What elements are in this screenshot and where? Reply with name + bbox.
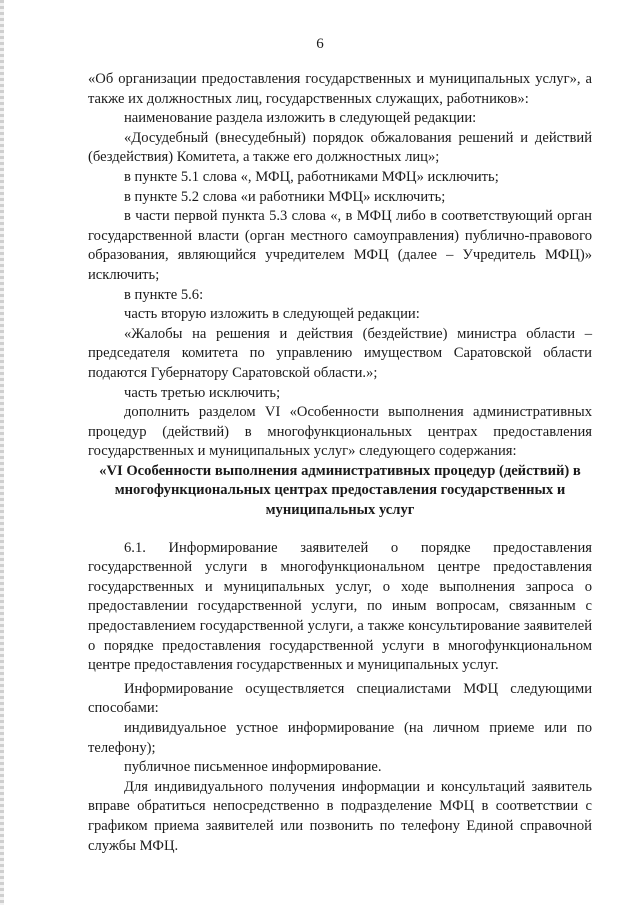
paragraph: часть вторую изложить в следующей редакции: bbox=[124, 306, 420, 323]
paragraph: Информирование осуществляется специалистами МФЦ следующими способами: bbox=[88, 680, 592, 717]
page-number: 6 bbox=[316, 36, 324, 52]
section-heading: «VI Особенности выполнения административных процедур (действий) в многофункциональных центрах предоставления государственных и муниципальных услуг bbox=[99, 462, 581, 519]
paragraph: наименование раздела изложить в следующей редакции: bbox=[124, 110, 477, 127]
paragraph: в пункте 5.6: bbox=[124, 286, 204, 303]
paragraph: публичное письменное информирование. bbox=[124, 759, 382, 776]
scan-edge bbox=[0, 0, 4, 905]
paragraph: Для индивидуального получения информации и консультаций заявитель вправе обратиться непосредственно в подразделение МФЦ в соответствии с графиком приема заявителей или позвонить по телефону Единой справочной службы МФЦ. bbox=[88, 778, 592, 854]
document-body bbox=[88, 70, 592, 856]
paragraph: часть третью исключить; bbox=[124, 384, 281, 401]
paragraph: «Об организации предоставления государственных и муниципальных услуг», а также их должностных лиц, государственных служащих, работников»: bbox=[88, 71, 592, 107]
paragraph: «Досудебный (внесудебный) порядок обжалования решений и действий (бездействия) Комитета, а также его должностных лиц»; bbox=[88, 129, 592, 166]
paragraph: дополнить разделом VI «Особенности выполнения административных процедур (действий) в многофункциональных центрах предоставления государственных и муниципальных услуг» следующего содержания: bbox=[88, 404, 592, 460]
paragraph: в пункте 5.1 слова «, МФЦ, работниками МФЦ» исключить; bbox=[124, 168, 499, 185]
paragraph: в пункте 5.2 слова «и работники МФЦ» исключить; bbox=[124, 188, 446, 205]
paragraph: в части первой пункта 5.3 слова «, в МФЦ либо в соответствующий орган государственной власти (орган местного самоуправления) публично-правового образования, являющийся учредителем МФЦ (далее – Учредитель МФЦ)» исключить; bbox=[88, 208, 592, 283]
paragraph: 6.1. Информирование заявителей о порядке предоставления государственной услуги в многофункциональном центре предоставления государственных и муниципальных услуг, о ходе выполнения запроса о предоставлении государственной услуги, по иным вопросам, связанным с предоставлением государственной услуги, а также консультирование заявителей о порядке предоставления государственной услуги в многофункциональном центре предоставления государственных и муниципальных услуг. bbox=[88, 539, 592, 674]
paragraph: индивидуальное устное информирование (на личном приеме или по телефону); bbox=[88, 720, 592, 756]
paragraph: «Жалобы на решения и действия (бездействие) министра области – председателя комитета по управлению имуществом Саратовской области подаются Губернатору Саратовской области.»; bbox=[88, 325, 592, 381]
